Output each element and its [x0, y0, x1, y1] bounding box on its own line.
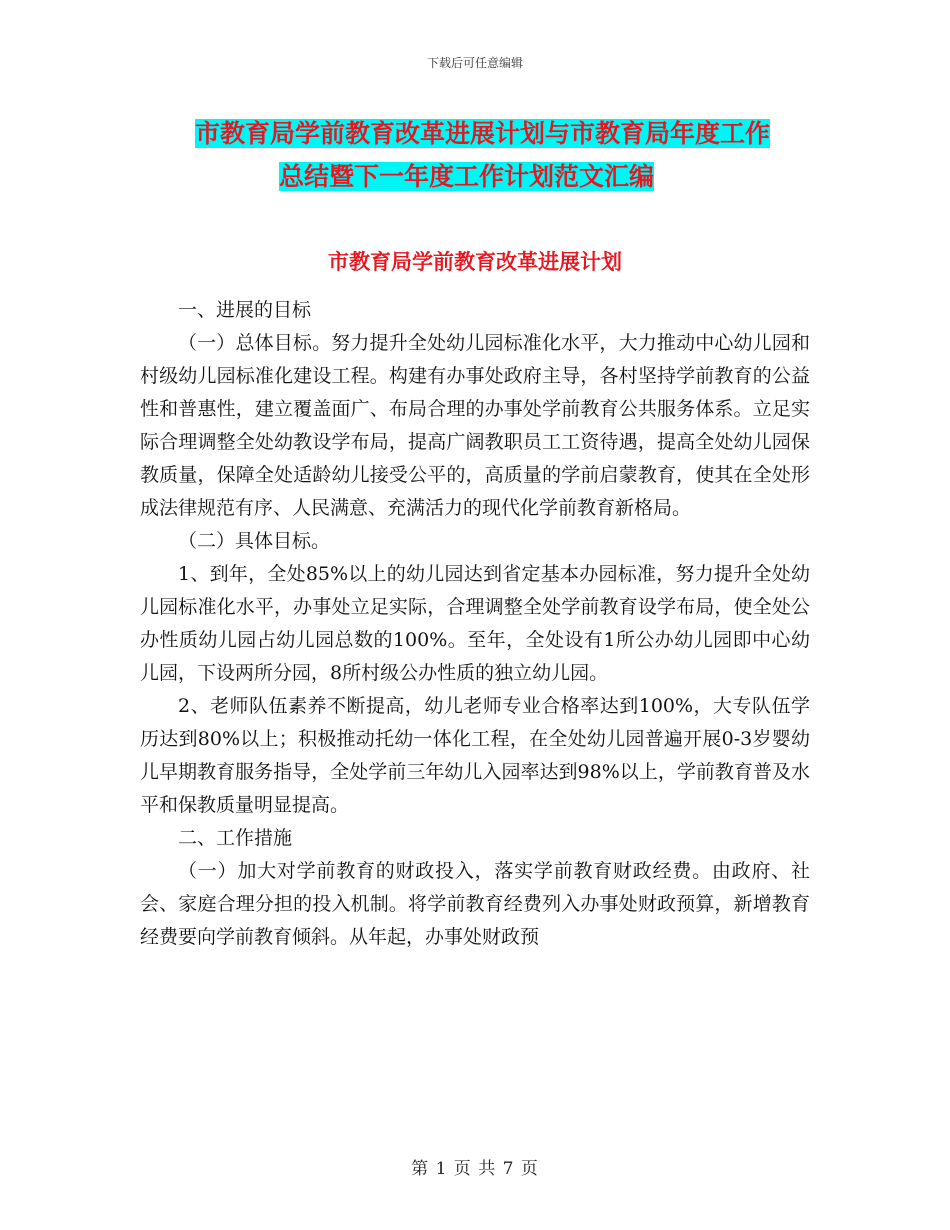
paragraph-measure-1: （一）加大对学前教育的财政投入，落实学前教育财政经费。由政府、社会、家庭合理分担的投入机制。将学前教育经费列入办事处财政预算，新增教育经费要向学前教育倾斜。从年起，办事处财政预	[140, 860, 810, 948]
heading-specific-goals: （二）具体目标。	[178, 530, 331, 552]
heading-goals: 一、进展的目标	[178, 299, 312, 321]
document-title-line-2: 总结暨下一年度工作计划范文汇编	[279, 162, 655, 191]
paragraph-goal-2: 2、老师队伍素养不断提高，幼儿老师专业合格率达到100%，大专队伍学历达到80%以上；积极推动托幼一体化工程，在全处幼儿园普遍开展0-3岁婴幼儿早期教育服务指导，全处学前三年幼儿入园率达到98%以上，学前教育普及水平和保教质量明显提高。	[140, 695, 810, 816]
document-title-line-1: 市教育局学前教育改革进展计划与市教育局年度工作	[195, 119, 771, 148]
document-title	[195, 112, 815, 198]
paragraph-goal-1: 1、到年，全处85%以上的幼儿园达到省定基本办园标准，努力提升全处幼儿园标准化水平，办事处立足实际，合理调整全处学前教育设学布局，使全处公办性质幼儿园占幼儿园总数的100%。至年，全处设有1所公办幼儿园即中心幼儿园，下设两所分园，8所村级公办性质的独立幼儿园。	[140, 563, 810, 684]
page-number: 第 1 页 共 7 页	[411, 1159, 539, 1179]
paragraph-overall-goal: （一）总体目标。努力提升全处幼儿园标准化水平，大力推动中心幼儿园和村级幼儿园标准化建设工程。构建有办事处政府主导，各村坚持学前教育的公益性和普惠性，建立覆盖面广、布局合理的办事处学前教育公共服务体系。立足实际合理调整全处幼教设学布局，提高广阔教职员工工资待遇，提高全处幼儿园保教质量，保障全处适龄幼儿接受公平的，高质量的学前启蒙教育，使其在全处形成法律规范有序、人民满意、充满活力的现代化学前教育新格局。	[140, 332, 810, 519]
section-title: 市教育局学前教育改革进展计划	[328, 250, 622, 274]
heading-measures: 二、工作措施	[178, 827, 293, 849]
document-body	[140, 294, 810, 954]
header-note: 下载后可任意编辑	[426, 56, 523, 70]
